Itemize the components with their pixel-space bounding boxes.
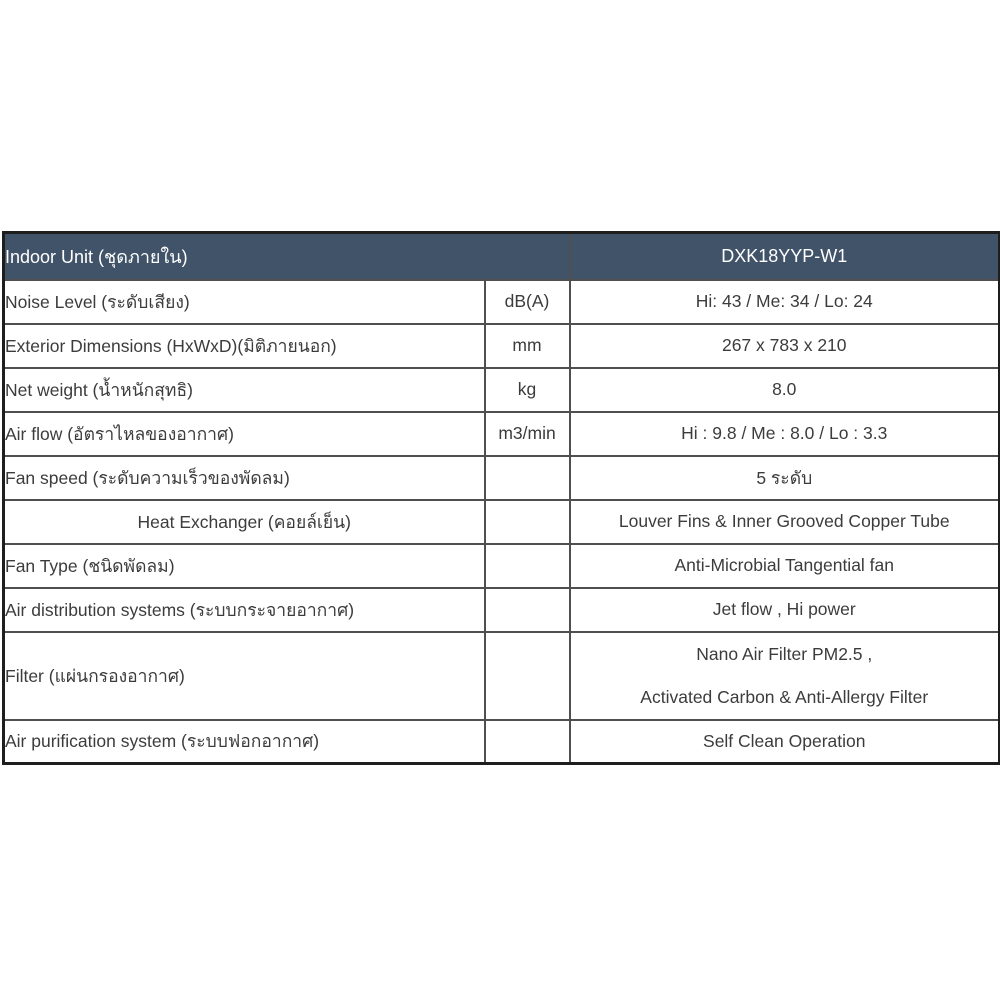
spec-value [570, 632, 1000, 720]
spec-unit: kg [485, 368, 570, 412]
table-row-fan-speed [4, 456, 1000, 500]
spec-unit: dB(A) [485, 280, 570, 324]
table-row-air-purification [4, 720, 1000, 764]
spec-value: Louver Fins & Inner Grooved Copper Tube [570, 500, 1000, 544]
model-name: DXK18YYP-W1 [570, 233, 1000, 280]
table-row-air-distribution [4, 588, 1000, 632]
spec-label: Fan speed (ระดับความเร็วของพัดลม) [4, 456, 485, 500]
spec-table [2, 231, 1000, 765]
spec-unit: m3/min [485, 412, 570, 456]
spec-label: Exterior Dimensions (HxWxD)(มิติภายนอก) [4, 324, 485, 368]
table-row-filter [4, 632, 1000, 720]
table-row-heat-exchanger [4, 500, 1000, 544]
spec-unit [485, 500, 570, 544]
spec-unit [485, 588, 570, 632]
table-header-row [4, 233, 1000, 280]
spec-value: 8.0 [570, 368, 1000, 412]
spec-label: Net weight (น้ำหนักสุทธิ) [4, 368, 485, 412]
spec-value-line-1: Nano Air Filter PM2.5 , [696, 643, 873, 664]
spec-value: Anti-Microbial Tangential fan [570, 544, 1000, 588]
spec-value: Hi: 43 / Me: 34 / Lo: 24 [570, 280, 1000, 324]
spec-unit [485, 544, 570, 588]
spec-unit [485, 632, 570, 720]
spec-unit [485, 456, 570, 500]
table-row-air-flow [4, 412, 1000, 456]
spec-value: 267 x 783 x 210 [570, 324, 1000, 368]
spec-value: Hi : 9.8 / Me : 8.0 / Lo : 3.3 [570, 412, 1000, 456]
table-row-net-weight [4, 368, 1000, 412]
spec-label: Noise Level (ระดับเสียง) [4, 280, 485, 324]
spec-label: Air distribution systems (ระบบกระจายอากาศ) [4, 588, 485, 632]
spec-value-line-2: Activated Carbon & Anti-Allergy Filter [640, 686, 929, 707]
table-title: Indoor Unit (ชุดภายใน) [4, 233, 570, 280]
spec-label: Filter (แผ่นกรองอากาศ) [4, 632, 485, 720]
spec-label: Air purification system (ระบบฟอกอากาศ) [4, 720, 485, 764]
spec-value: 5 ระดับ [570, 456, 1000, 500]
table-row-noise-level [4, 280, 1000, 324]
spec-label: Fan Type (ชนิดพัดลม) [4, 544, 485, 588]
spec-label: Air flow (อัตราไหลของอากาศ) [4, 412, 485, 456]
spec-unit: mm [485, 324, 570, 368]
table-row-exterior-dimensions [4, 324, 1000, 368]
spec-unit [485, 720, 570, 764]
spec-label: Heat Exchanger (คอยล์เย็น) [4, 500, 485, 544]
table-row-fan-type [4, 544, 1000, 588]
spec-value: Jet flow , Hi power [570, 588, 1000, 632]
spec-value: Self Clean Operation [570, 720, 1000, 764]
